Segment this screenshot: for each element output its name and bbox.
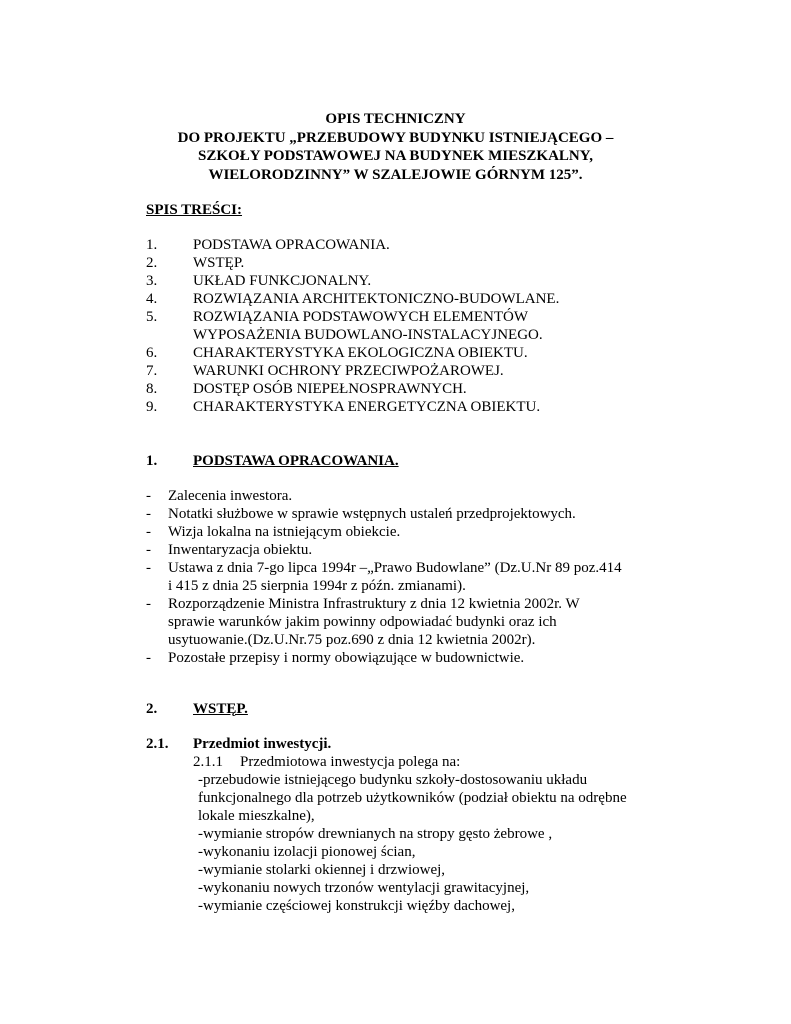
- bullet-dash: -: [146, 506, 151, 522]
- toc-item: [146, 236, 706, 254]
- list-item: [146, 631, 646, 649]
- toc-item-number: 8.: [146, 381, 158, 397]
- toc-item: [146, 362, 706, 380]
- toc-item: [146, 398, 706, 416]
- list-item-text: Zalecenia inwestora.: [168, 488, 293, 504]
- title-line: DO PROJEKTU „PRZEBUDOWY BUDYNKU ISTNIEJĄCEGO –: [177, 129, 614, 146]
- bullet-dash: [146, 613, 168, 631]
- bullet-dash: -: [146, 524, 151, 540]
- subsection-number: 2.1.: [146, 736, 169, 752]
- list-item-text: usytuowanie.(Dz.U.Nr.75 poz.690 z dnia 12 kwietnia 2002r).: [168, 632, 536, 648]
- subsubsection-line: [193, 753, 460, 771]
- detail-line: -wymianie stropów drewnianych na stropy gęsto żebrowe ,: [198, 826, 553, 842]
- basis-list: [146, 487, 646, 667]
- toc-item: [146, 326, 706, 344]
- toc-item: [146, 380, 706, 398]
- toc-item-number: 9.: [146, 399, 158, 415]
- toc-item-text: WARUNKI OCHRONY PRZECIWPOŻAROWEJ.: [193, 363, 504, 379]
- toc-item-text: WYPOSAŻENIA BUDOWLANO-INSTALACYJNEGO.: [193, 327, 543, 343]
- detail-line: -wykonaniu nowych trzonów wentylacji grawitacyjnej,: [198, 880, 530, 896]
- list-item-text: Notatki służbowe w sprawie wstępnych ustaleń przedprojektowych.: [168, 506, 576, 522]
- bullet-dash: -: [146, 560, 151, 576]
- toc-item: [146, 254, 706, 272]
- toc-item-text: CHARAKTERYSTYKA EKOLOGICZNA OBIEKTU.: [193, 345, 528, 361]
- bullet-dash: [146, 631, 168, 649]
- bullet-dash: -: [146, 650, 151, 666]
- toc-heading: SPIS TREŚCI:: [146, 202, 243, 218]
- list-item-text: Rozporządzenie Ministra Infrastruktury z dnia 12 kwietnia 2002r. W: [168, 596, 580, 612]
- table-of-contents: [146, 236, 706, 416]
- detail-line: -przebudowie istniejącego budynku szkoły-dostosowaniu układu: [198, 772, 588, 788]
- section-number: 2.: [146, 701, 158, 717]
- toc-item-text: PODSTAWA OPRACOWANIA.: [193, 237, 390, 253]
- toc-item-number: [146, 326, 193, 344]
- toc-item-number: 5.: [146, 309, 158, 325]
- section-1-heading: [146, 452, 399, 470]
- list-item: [146, 487, 646, 505]
- subsection-heading: [146, 735, 331, 753]
- toc-item: [146, 344, 706, 362]
- list-item: [146, 523, 646, 541]
- toc-item-number: 3.: [146, 273, 158, 289]
- investment-details: [198, 771, 678, 915]
- toc-item-number: 2.: [146, 255, 158, 271]
- list-item: [146, 541, 646, 559]
- list-item-text: Pozostałe przepisy i normy obowiązujące w budownictwie.: [168, 650, 525, 666]
- toc-item-number: 1.: [146, 237, 158, 253]
- toc-item-text: CHARAKTERYSTYKA ENERGETYCZNA OBIEKTU.: [193, 399, 541, 415]
- list-item: [146, 595, 646, 613]
- list-item-text: sprawie warunków jakim powinny odpowiadać budynki oraz ich: [168, 614, 557, 630]
- section-number: 1.: [146, 453, 158, 469]
- list-item-text: i 415 z dnia 25 sierpnia 1994r z późn. zmianami).: [168, 578, 466, 594]
- section-2-heading: [146, 700, 248, 718]
- document-title: [0, 110, 791, 184]
- list-item: [146, 559, 646, 577]
- subsubsection-title: Przedmiotowa inwestycja polega na:: [240, 754, 461, 770]
- toc-item-text: DOSTĘP OSÓB NIEPEŁNOSPRAWNYCH.: [193, 381, 467, 397]
- detail-line: lokale mieszkalne),: [198, 808, 315, 824]
- detail-line: -wymianie częściowej konstrukcji więźby dachowej,: [198, 898, 515, 914]
- toc-item-number: 7.: [146, 363, 158, 379]
- toc-item-number: 4.: [146, 291, 158, 307]
- toc-item-text: ROZWIĄZANIA ARCHITEKTONICZNO-BUDOWLANE.: [193, 291, 560, 307]
- toc-item-text: ROZWIĄZANIA PODSTAWOWYCH ELEMENTÓW: [193, 309, 529, 325]
- toc-item: [146, 308, 706, 326]
- toc-item-number: 6.: [146, 345, 158, 361]
- title-line: WIELORODZINNY” W SZALEJOWIE GÓRNYM 125”.: [208, 166, 583, 183]
- list-item: [146, 577, 646, 595]
- toc-item: [146, 272, 706, 290]
- subsection-title: Przedmiot inwestycji.: [193, 736, 332, 752]
- section-title: PODSTAWA OPRACOWANIA.: [193, 453, 399, 469]
- list-item: [146, 505, 646, 523]
- toc-item-text: WSTĘP.: [193, 255, 245, 271]
- bullet-dash: -: [146, 488, 151, 504]
- toc-item-text: UKŁAD FUNKCJONALNY.: [193, 273, 372, 289]
- list-item: [146, 649, 646, 667]
- section-title: WSTĘP.: [193, 701, 248, 717]
- detail-line: -wykonaniu izolacji pionowej ścian,: [198, 844, 416, 860]
- list-item: [146, 613, 646, 631]
- subsubsection-number: 2.1.1: [193, 754, 223, 770]
- title-line: SZKOŁY PODSTAWOWEJ NA BUDYNEK MIESZKALNY,: [198, 148, 593, 164]
- bullet-dash: [146, 577, 168, 595]
- list-item-text: Wizja lokalna na istniejącym obiekcie.: [168, 524, 401, 540]
- bullet-dash: -: [146, 542, 151, 558]
- detail-line: -wymianie stolarki okiennej i drzwiowej,: [198, 862, 446, 878]
- detail-line: funkcjonalnego dla potrzeb użytkowników (podział obiektu na odrębne: [198, 790, 627, 806]
- list-item-text: Inwentaryzacja obiektu.: [168, 542, 313, 558]
- bullet-dash: -: [146, 596, 151, 612]
- list-item-text: Ustawa z dnia 7-go lipca 1994r –„Prawo Budowlane” (Dz.U.Nr 89 poz.414: [168, 560, 622, 576]
- title-line: OPIS TECHNICZNY: [325, 111, 466, 127]
- toc-item: [146, 290, 706, 308]
